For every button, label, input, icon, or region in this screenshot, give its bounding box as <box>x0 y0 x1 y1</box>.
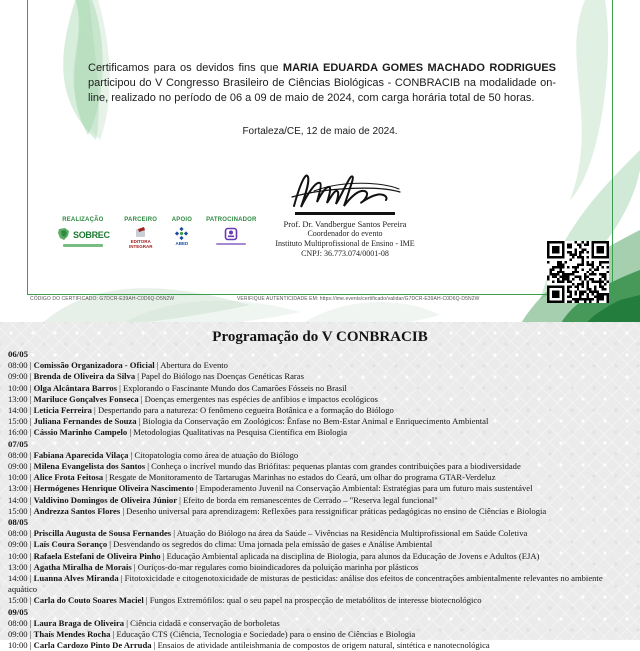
program-day <box>0 607 640 651</box>
session-row <box>0 371 640 382</box>
qr-code <box>547 241 609 303</box>
separator: | <box>160 550 167 561</box>
session-speaker: Rafaela Estefani de Oliveira Pinho <box>33 550 161 561</box>
session-title: Fungos Extremófilos: qual o seu papel na prospecção de metabólitos de interesse biotecnológico <box>149 595 482 606</box>
session-row <box>0 640 640 651</box>
session-speaker: Fabiana Aparecida Vilaça <box>33 449 129 460</box>
separator: | <box>27 617 34 628</box>
day-sessions <box>0 528 640 606</box>
separator: | <box>27 371 34 382</box>
program-day <box>0 517 640 607</box>
session-time: 13:00 <box>8 561 28 572</box>
program-day <box>0 349 640 439</box>
separator: | <box>27 505 34 516</box>
separator: | <box>143 595 150 606</box>
body-text-before: Certificamos para os devidos fins que <box>88 62 283 74</box>
session-row <box>0 360 640 371</box>
session-speaker: Laura Braga de Oliveira <box>33 617 125 628</box>
separator: | <box>107 539 114 550</box>
separator: | <box>27 640 34 651</box>
separator: | <box>117 382 124 393</box>
separator: | <box>118 573 125 584</box>
separator: | <box>136 416 143 427</box>
session-title: Resgate de Monitoramento de Tartarugas Marinhas no estados do Ceará, um olhar do programa GTAR-Verdeluz <box>109 472 496 483</box>
separator: | <box>27 382 34 393</box>
separator: | <box>27 449 34 460</box>
separator: | <box>27 461 34 472</box>
session-time: 10:00 <box>8 640 28 651</box>
session-title: Ouriços-do-mar regulares como bioindicadores da poluição marinha por plásticos <box>137 561 419 572</box>
session-row <box>0 618 640 629</box>
separator: | <box>27 393 34 404</box>
session-title: Efeito de borda em remanescentes de Cerrado – "Reserva legal funcional" <box>183 494 438 505</box>
session-title: Educação Ambiental aplicada na disciplina de Biologia, para alunos da Educação de Jovens e Adultos (EJA) <box>166 550 540 561</box>
session-row <box>0 405 640 416</box>
sponsor-strip <box>56 216 257 249</box>
separator: | <box>27 427 34 438</box>
session-time: 08:00 <box>8 617 28 628</box>
session-row <box>0 394 640 405</box>
session-speaker: Hermógenes Henrique Oliveira Nascimento <box>33 483 194 494</box>
separator: | <box>27 416 34 427</box>
sponsor-name: ABED <box>175 241 189 246</box>
session-title: Despertando para a natureza: O fenômeno cegueira Botânica e a formação do Biólogo <box>97 405 394 416</box>
session-time: 08:00 <box>8 449 28 460</box>
session-row <box>0 461 640 472</box>
session-title: Citopatologia como área de atuação do Biólogo <box>134 449 299 460</box>
separator: | <box>27 528 34 539</box>
day-sessions <box>0 360 640 438</box>
session-title: Biologia da Conservação em Zoológicos: Ênfase no Bem-Estar Animal e Enriquecimento Ambiental <box>142 416 489 427</box>
session-speaker: Juliana Fernandes de Souza <box>33 416 137 427</box>
session-time: 09:00 <box>8 539 28 550</box>
separator: | <box>27 573 34 584</box>
separator: | <box>110 629 117 640</box>
sponsor-apoio <box>172 216 192 246</box>
session-time: 14:00 <box>8 405 28 416</box>
separator: | <box>135 371 142 382</box>
session-time: 10:00 <box>8 550 28 561</box>
separator: | <box>128 449 135 460</box>
editora-integrar-icon <box>135 227 147 238</box>
day-date: 08/05 <box>8 517 29 528</box>
participant-name: MARIA EDUARDA GOMES MACHADO RODRIGUES <box>282 62 557 74</box>
sponsor-patrocinador <box>206 216 257 245</box>
session-time: 14:00 <box>8 494 28 505</box>
session-time: 15:00 <box>8 416 28 427</box>
separator: | <box>27 550 34 561</box>
separator: | <box>145 461 152 472</box>
day-date: 07/05 <box>8 438 29 449</box>
session-row <box>0 595 640 606</box>
session-row <box>0 450 640 461</box>
separator: | <box>27 539 34 550</box>
signature-rule <box>295 212 395 215</box>
signer-role: Coordenador do evento <box>307 228 383 238</box>
sponsor-name: SOBREC <box>73 229 110 240</box>
separator: | <box>27 595 34 606</box>
session-time: 08:00 <box>8 360 28 371</box>
session-title: Desenho universal para aprendizagem: Reflexões para ressignificar práticas pedagógicas no ensino de Ciências e Biologia <box>126 505 547 516</box>
signer-institution: Instituto Multiprofissional de Ensino - IME <box>275 238 415 248</box>
session-time: 10:00 <box>8 382 28 393</box>
session-title: Doenças emergentes nas espécies de anfíbios e impactos ecológicos <box>144 393 378 404</box>
separator: | <box>193 483 200 494</box>
green-ribbon-watermark <box>0 0 640 325</box>
separator: | <box>27 405 34 416</box>
day-date: 09/05 <box>8 606 29 617</box>
session-row <box>0 539 640 550</box>
session-title: Atuação do Biólogo na área da Saúde – Vivências na Residência Multiprofissional em Saúde Coletiva <box>176 528 528 539</box>
separator: | <box>103 472 110 483</box>
session-speaker: Priscilla Augusta de Sousa Fernandes <box>33 528 172 539</box>
session-speaker: Agatha Miralha de Morais <box>33 561 132 572</box>
session-title: Desvendando os segredos do clima: Uma jornada pela emissão de gases e Análise Ambiental <box>113 539 433 550</box>
sponsor-label: APOIO <box>171 217 193 223</box>
place-date: Fortaleza/CE, 12 de maio de 2024. <box>242 126 398 137</box>
body-text-after: participou do V Congresso Brasileiro de Ciências Biológicas - CONBRACIB na modalidade on-line, realizado no período de 06 a 09 de maio de 2024, com carga horária total de 50 horas. <box>88 77 556 104</box>
session-speaker: Mariluce Gonçalves Fonseca <box>33 393 139 404</box>
certificate-code: CÓDIGO DO CERTIFICADO: G7DCR-E39AH-C0D6Q-D5N2W <box>30 296 175 302</box>
separator: | <box>27 561 34 572</box>
session-time: 16:00 <box>8 427 28 438</box>
session-row <box>0 629 640 640</box>
separator: | <box>171 528 177 539</box>
day-sessions <box>0 450 640 517</box>
session-speaker: Laís Coura Soranço <box>33 539 108 550</box>
session-speaker: Carla Cardozo Pinto De Arruda <box>33 640 152 651</box>
separator: | <box>124 617 131 628</box>
separator: | <box>27 629 34 640</box>
program-day <box>0 439 640 517</box>
program-title: Programação do V CONBRACIB <box>212 329 428 345</box>
program-days <box>0 349 640 651</box>
separator: | <box>154 360 161 371</box>
separator: | <box>138 393 145 404</box>
session-title: Educação CTS (Ciência, Tecnologia e Sociedade) para o ensino de Ciências e Biologia <box>116 629 416 640</box>
session-row <box>0 528 640 539</box>
session-title: Metodologias Qualitativas na Pesquisa Científica em Biologia <box>133 427 348 438</box>
session-speaker: Alice Frota Feitosa <box>33 472 104 483</box>
session-title: Abertura do Evento <box>160 360 228 371</box>
sobrec-tagline-bar <box>63 244 103 247</box>
session-row <box>0 573 640 595</box>
session-speaker: Cássio Marinho Campelo <box>33 427 128 438</box>
patrocinador-icon <box>224 227 238 241</box>
session-row <box>0 416 640 427</box>
separator: | <box>27 472 34 483</box>
session-speaker: Milena Evangelista dos Santos <box>33 461 146 472</box>
session-time: 09:00 <box>8 461 28 472</box>
session-speaker: Olga Alcântara Barros <box>33 382 117 393</box>
session-row <box>0 472 640 483</box>
session-time: 10:00 <box>8 472 28 483</box>
session-speaker: Andrezza Santos Flores <box>33 505 121 516</box>
separator: | <box>91 405 98 416</box>
certificate-verify-url: VERIFIQUE AUTENTICIDADE EM: https://ime.events/certificado/validar/G7DCR-E39AH-C0D6Q-D5N2W <box>237 296 480 302</box>
session-title: Papel do Biólogo nas Doenças Genéticas Raras <box>141 371 304 382</box>
separator: | <box>127 427 134 438</box>
session-row <box>0 506 640 517</box>
session-title: Ciência cidadã e conservação de borboletas <box>130 617 280 628</box>
session-title: Explorando o Fascinante Mundo dos Camarões Fósseis no Brasil <box>123 382 347 393</box>
session-row <box>0 495 640 506</box>
separator: | <box>151 640 158 651</box>
session-time: 14:00 <box>8 573 28 584</box>
signer-name: Prof. Dr. Vandbergue Santos Pereira <box>283 218 407 229</box>
day-date: 06/05 <box>8 349 29 359</box>
certificate-body-text <box>88 61 556 106</box>
session-speaker: Luanna Alves Miranda <box>33 573 119 584</box>
sponsor-realizacao <box>56 216 110 247</box>
session-speaker: Leticia Ferreira <box>33 405 92 416</box>
session-row <box>0 551 640 562</box>
sponsor-parceiro <box>124 216 158 249</box>
session-time: 13:00 <box>8 393 28 404</box>
session-speaker: Brenda de Oliveira da Silva <box>33 371 136 382</box>
separator: | <box>131 561 138 572</box>
separator: | <box>27 483 34 494</box>
session-speaker: Comissão Organizadora - Oficial <box>33 360 155 371</box>
session-row <box>0 427 640 438</box>
separator: | <box>27 494 34 505</box>
patrocinador-tagline-bar <box>216 243 246 245</box>
session-time: 15:00 <box>8 595 28 606</box>
session-title: Fitotoxicidade e citogenotoxicidade de misturas de pesticidas: análise dos efeitos de concentrações ambientalmente relevantes no ambiente aquático <box>8 573 603 595</box>
sponsor-label: PARCEIRO <box>124 217 158 223</box>
session-row <box>0 483 640 494</box>
brazil-map-icon <box>56 227 71 242</box>
session-time: 09:00 <box>8 629 28 640</box>
session-title: Conheça o incrível mundo das Briófitas: pequenas plantas com grandes contribuições para a biodiversidade <box>151 461 521 472</box>
session-speaker: Valdivino Domingos de Oliveira Júnior <box>33 494 178 505</box>
signature-block <box>265 166 425 259</box>
session-speaker: Thaís Mendes Rocha <box>33 629 111 640</box>
session-title: Empoderamento Juvenil na Conservação Ambiental: Estratégias para um futuro mais sustentável <box>199 483 533 494</box>
certificate-section <box>0 0 640 322</box>
abed-cross-icon <box>175 227 188 240</box>
session-row <box>0 383 640 394</box>
day-sessions <box>0 618 640 651</box>
session-time: 13:00 <box>8 483 28 494</box>
session-time: 09:00 <box>8 371 28 382</box>
sponsor-label: REALIZAÇÃO <box>62 217 104 223</box>
sponsor-name: EDITORA INTEGRAR <box>128 239 153 249</box>
separator: | <box>27 360 34 371</box>
handwritten-signature <box>280 166 410 212</box>
session-time: 08:00 <box>8 528 28 539</box>
separator: | <box>177 494 184 505</box>
separator: | <box>120 505 127 516</box>
sobrec-logo <box>56 227 110 242</box>
program-section <box>0 322 640 651</box>
session-title: Ensaios de atividade antileishmania de compostos de origem natural, sintética e nanotecnológica <box>157 640 490 651</box>
session-row <box>0 562 640 573</box>
signer-cnpj: CNPJ: 36.773.074/0001-08 <box>301 248 389 258</box>
sponsor-label: PATROCINADOR <box>206 217 257 223</box>
session-time: 15:00 <box>8 505 28 516</box>
session-speaker: Carla do Couto Soares Maciel <box>33 595 144 606</box>
